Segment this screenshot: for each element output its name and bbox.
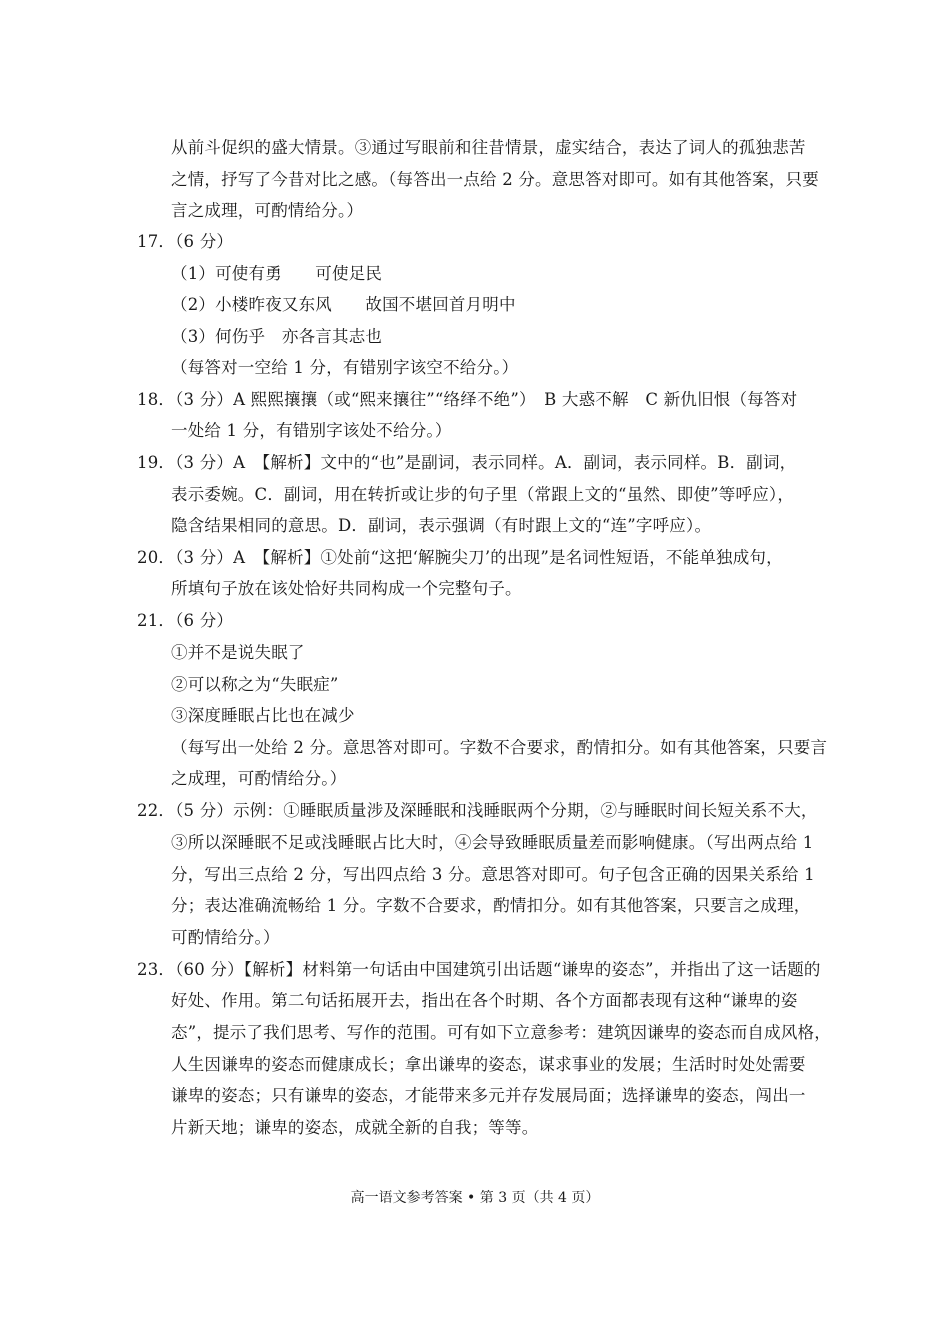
text-line: 谦卑的姿态；只有谦卑的姿态，才能带来多元并存发展局面；选择谦卑的姿态，闯出一 [171,1086,806,1105]
page-footer: 高一语文参考答案 • 第 3 页（共 4 页） [350,1190,600,1206]
text-line: 言之成理，可酌情给分。） [171,201,364,220]
text-line: 表示委婉。C．副词，用在转折或让步的句子里（常跟上文的“虽然、即使”等呼应）， [171,485,795,504]
text-line: 分，写出三点给 2 分，写出四点给 3 分。意思答对即可。句子包含正确的因果关系给 1 [171,865,815,884]
question-23-heading: 23．（60 分）【解析】材料第一句话由中国建筑引出话题“谦卑的姿态”，并指出了这一话题的 [137,960,821,979]
text-line: 人生因谦卑的姿态而健康成长；拿出谦卑的姿态，谋求事业的发展；生活时时处处需要 [171,1055,806,1074]
text-line: 可酌情给分。） [171,928,280,947]
text-line: 隐含结果相同的意思。D．副词，表示强调（有时跟上文的“连”字呼应）。 [171,516,712,535]
text-line: 从前斗促织的盛大情景。③通过写眼前和往昔情景，虚实结合，表达了词人的孤独悲苦 [171,138,806,157]
text-line: （2）小楼昨夜又东风 故国不堪回首月明中 [171,295,516,314]
text-line: （3）何伤乎 亦各言其志也 [171,327,383,346]
text-line: 之情，抒写了今昔对比之感。（每答出一点给 2 分。意思答对即可。如有其他答案，只要 [171,170,819,189]
text-line: ③所以深睡眠不足或浅睡眠占比大时，④会导致睡眠质量差而影响健康。（写出两点给 1 [171,833,814,852]
question-19-heading: 19．（3 分）A 【解析】文中的“也”是副词，表示同样。A．副词，表示同样。B．副词， [137,453,797,472]
text-line: ③深度睡眠占比也在减少 [171,706,355,725]
text-line: ②可以称之为“失眠症” [171,675,339,694]
text-line: 态”，提示了我们思考、写作的范围。可有如下立意参考：建筑因谦卑的姿态而自成风格， [171,1023,831,1042]
text-line: 一处给 1 分，有错别字该处不给分。） [171,421,452,440]
question-21-heading: 21．（6 分） [137,611,234,630]
text-line: ①并不是说失眠了 [171,643,305,662]
question-22-heading: 22．（5 分）示例：①睡眠质量涉及深睡眠和浅睡眠两个分期，②与睡眠时间长短关系不大， [137,801,818,820]
text-line: 片新天地；谦卑的姿态，成就全新的自我；等等。 [171,1118,539,1137]
question-17-heading: 17．（6 分） [137,232,234,251]
question-20-heading: 20．（3 分）A 【解析】①处前“这把‘解腕尖刀’的出现”是名词性短语，不能单独成句， [137,548,783,567]
text-line: 所填句子放在该处恰好共同构成一个完整句子。 [171,579,522,598]
question-18-heading: 18．（3 分）A 熙熙攘攘（或“熙来攘往”“络绎不绝”） B 大惑不解 C 新仇旧恨（每答对 [137,390,798,409]
text-line: 分；表达准确流畅给 1 分。字数不合要求，酌情扣分。如有其他答案，只要言之成理， [171,896,811,915]
text-line: （每答对一空给 1 分，有错别字该空不给分。） [171,358,519,377]
text-line: 之成理，可酌情给分。） [171,769,347,788]
text-line: （每写出一处给 2 分。意思答对即可。字数不合要求，酌情扣分。如有其他答案，只要言 [171,738,828,757]
text-line: 好处、作用。第二句话拓展开去，指出在各个时期、各个方面都表现有这种“谦卑的姿 [171,991,798,1010]
text-line: （1）可使有勇 可使足民 [171,264,383,283]
